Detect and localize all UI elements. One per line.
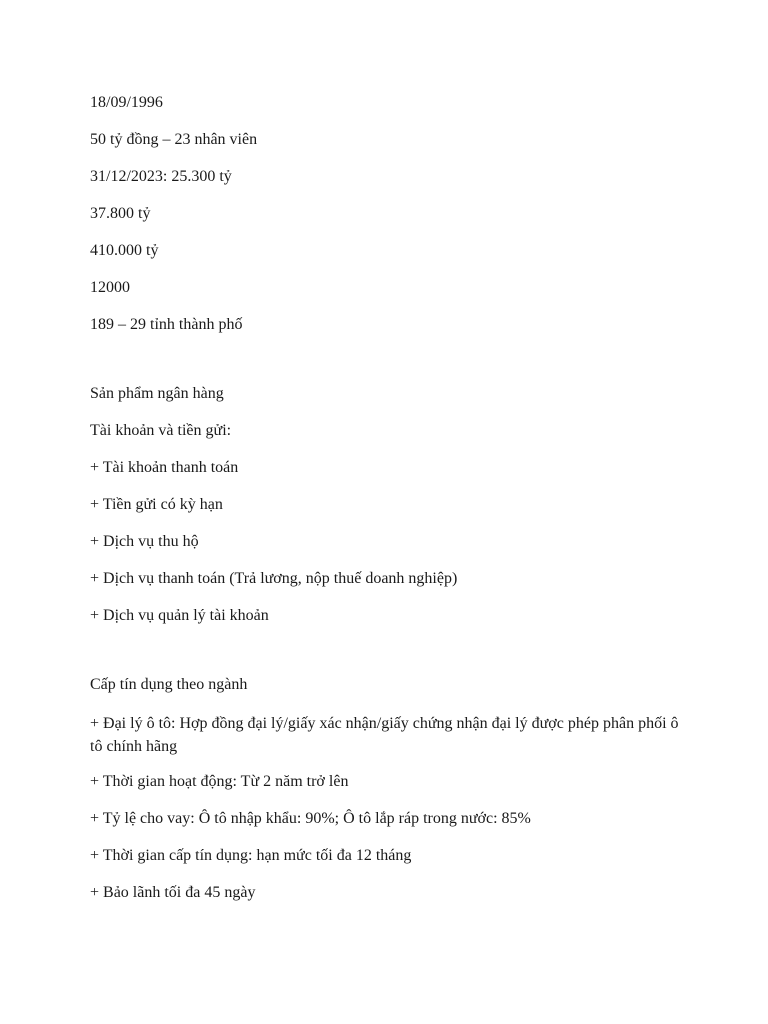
credit-section [90,675,683,903]
credit-item: + Đại lý ô tô: Hợp đồng đại lý/giấy xác nhận/giấy chứng nhận đại lý được phép phân phối ô tô chính hãng [90,715,683,755]
fact-initial-capital-staff: 50 tỷ đồng – 23 nhân viên [90,131,258,148]
credit-item: + Tỷ lệ cho vay: Ô tô nhập khẩu: 90%; Ô tô lắp ráp trong nước: 85% [90,810,531,827]
products-item: + Dịch vụ thanh toán (Trả lương, nộp thuế doanh nghiệp) [90,570,458,587]
products-section [90,384,680,626]
credit-heading: Cấp tín dụng theo ngành [90,676,248,693]
fact-charter-capital: 31/12/2023: 25.300 tỷ [90,168,232,185]
fact-total-assets: 410.000 tỷ [90,242,159,259]
credit-item: + Thời gian hoạt động: Từ 2 năm trở lên [90,773,349,790]
products-item: + Dịch vụ thu hộ [90,533,199,550]
credit-item: + Thời gian cấp tín dụng: hạn mức tối đa 12 tháng [90,847,412,864]
products-item: + Dịch vụ quản lý tài khoản [90,607,269,624]
facts-section [90,93,680,335]
products-item: + Tiền gửi có kỳ hạn [90,496,223,513]
products-item: + Tài khoản thanh toán [90,459,239,476]
fact-employees: 12000 [90,279,130,296]
products-subheading: Tài khoản và tiền gửi: [90,422,232,439]
products-heading: Sản phẩm ngân hàng [90,385,224,402]
fact-branches-provinces: 189 – 29 tỉnh thành phố [90,316,243,333]
document-content [90,93,683,920]
section-spacer [90,643,680,675]
section-spacer [90,352,680,384]
credit-item: + Bảo lãnh tối đa 45 ngày [90,884,256,901]
fact-equity: 37.800 tỷ [90,205,151,222]
fact-founding-date: 18/09/1996 [90,94,163,111]
